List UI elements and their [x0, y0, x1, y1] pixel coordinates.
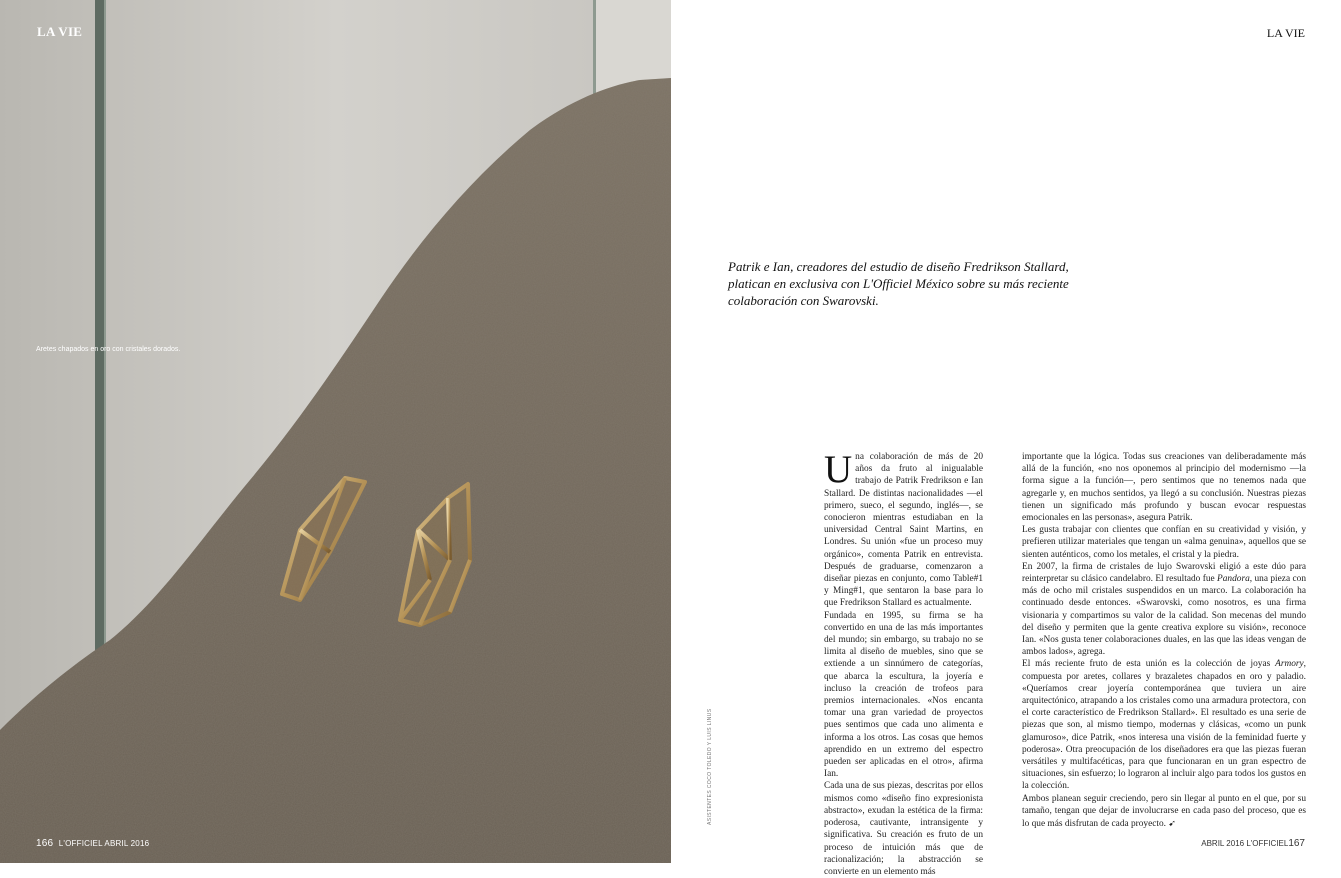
paragraph: Una colaboración de más de 20 años da fruto al inigualable trabajo de Patrik Fredrikson e Ian Stallard. De distintas nacionalidades —el primero, sueco, el segundo, inglés—, se conocieron mientras estudiaban en la universidad Central Saint Martins, en Londres. Su unión «fue un proceso muy orgánico», comenta Patrik en entrevista. Después de graduarse, comenzaron a diseñar piezas en conjunto, como Table#1 y Ming#1, que sentaron la base para lo que Fredrikson Stallard es actualmente. [824, 448, 983, 609]
paragraph: Ambos planean seguir creciendo, pero sin llegar al punto en el que, por su tamaño, tengan que dejar de involucrarse en cada paso del proceso, que es lo que más disfrutan de cada proyecto. ➹ [1022, 793, 1306, 830]
paragraph: En 2007, la firma de cristales de lujo Swarovski eligió a este dúo para reinterpretar su clásico candelabro. El resultado fue Pandora, una pieza con más de ocho mil cristales suspendidos en un marco. La colaboración ha continuado desde entonces. «Swarovski, como nosotros, es una firma visionaria y compartimos su valor de la calidad. Son mecenas del mundo del diseño y permiten que la gente creativa explore su visión», reconoce Ian. «Nos gusta tener colaboraciones duales, en las que las ideas vengan de ambos lados», agrega. [1022, 561, 1306, 658]
paragraph: El más reciente fruto de esta unión es la colección de joyas Armory, compuesta por aretes, collares y brazaletes chapados en oro y paladio. «Queríamos crear joyería contemporánea que tuviera un aire arquitectónico, atrapando a los cristales como una armadura protectora, con el corte característico de Fredrikson Stallard». El resultado es una serie de piezas que son, al mismo tiempo, modernas y clásicas, «como un punk glamuroso», dice Patrik, «nos interesa una visión de la feminidad fuerte y poderosa». Otra preocupación de los diseñadores era que las piezas fueran versátiles y multifacéticas, para que funcionaran en un gran espectro de situaciones, sin esfuerzo; lo lograron al incluir algo para todos los gustos en la colección. [1022, 659, 1306, 792]
paragraph: Cada una de sus piezas, descritas por ellos mismos como «diseño fino expresionista abstracto», exudan la estética de la firma: poderosa, cautivante, intransigente y significativa. Su creación es fruto de un proceso de intuición más que de racionalización; la abstracción se convierte en un elemento más [824, 781, 983, 877]
issue-date: ABRIL 2016 [1201, 839, 1245, 848]
end-mark-icon: ➹ [1168, 818, 1176, 829]
paragraph: Les gusta trabajar con clientes que confían en su creatividad y visión, y prefieren utilizar materiales que tengan un «alma genuina», aquellos que se sienten auténticos, como los metales, el cristal y la piedra. [1022, 525, 1306, 560]
magazine-name: L'OFFICIEL [1246, 839, 1289, 848]
section-label: LA VIE [37, 24, 83, 39]
text-column-1 [824, 448, 983, 878]
magazine-name: L'OFFICIEL [58, 839, 103, 848]
issue-date: ABRIL 2016 [104, 839, 150, 848]
folio [36, 838, 149, 849]
text-column-2 [1022, 451, 1306, 830]
paragraph: importante que la lógica. Todas sus creaciones van deliberadamente más allá de la función, «no nos oponemos al principio del modernismo —la forma sigue a la función—, pero sentimos que no tenemos nada que agregarle y, en muchos sentidos, ya llegó a su conclusión. Nuestras piezas tienen un significado más profundo y buscan evocar respuestas emocionales en las personas», asegura Patrik. [1022, 452, 1306, 524]
earrings-on-sand-photo [0, 0, 671, 863]
folio [1201, 838, 1305, 849]
article-standfirst: Patrik e Ian, creadores del estudio de diseño Fredrikson Stallard, platican en exclusiva con L'Officiel México sobre su más reciente colaboración con Swarovski. [728, 259, 1069, 308]
work-title: Pandora [1217, 574, 1250, 585]
right-page [671, 0, 1341, 877]
page-number: 167 [1288, 838, 1305, 849]
left-page [0, 0, 671, 863]
page-number: 166 [36, 838, 54, 849]
photo-caption: Aretes chapados en oro con cristales dorados. [36, 346, 181, 353]
drop-cap: U [824, 448, 853, 491]
photo-credit: ASISTENTES COCO TOLEDO Y LUIS LINUS [707, 708, 713, 825]
collection-title: Armory [1275, 659, 1304, 670]
paragraph: Fundada en 1995, su firma se ha convertido en una de las más importantes del mundo; sin embargo, su trabajo no se limita al diseño de muebles, sino que se extiende a un sinnúmero de categorías, que abarca la escultura, la joyería e incluso la creación de trofeos para premios internacionales. «Nos encanta tomar una gran variedad de proyectos pues sentimos que cada uno alimenta e informa a los otros. Las cosas que hemos aprendido en un extremo del espectro pueden ser aplicadas en el otro», afirma Ian. [824, 610, 983, 780]
section-label: LA VIE [1266, 26, 1305, 40]
